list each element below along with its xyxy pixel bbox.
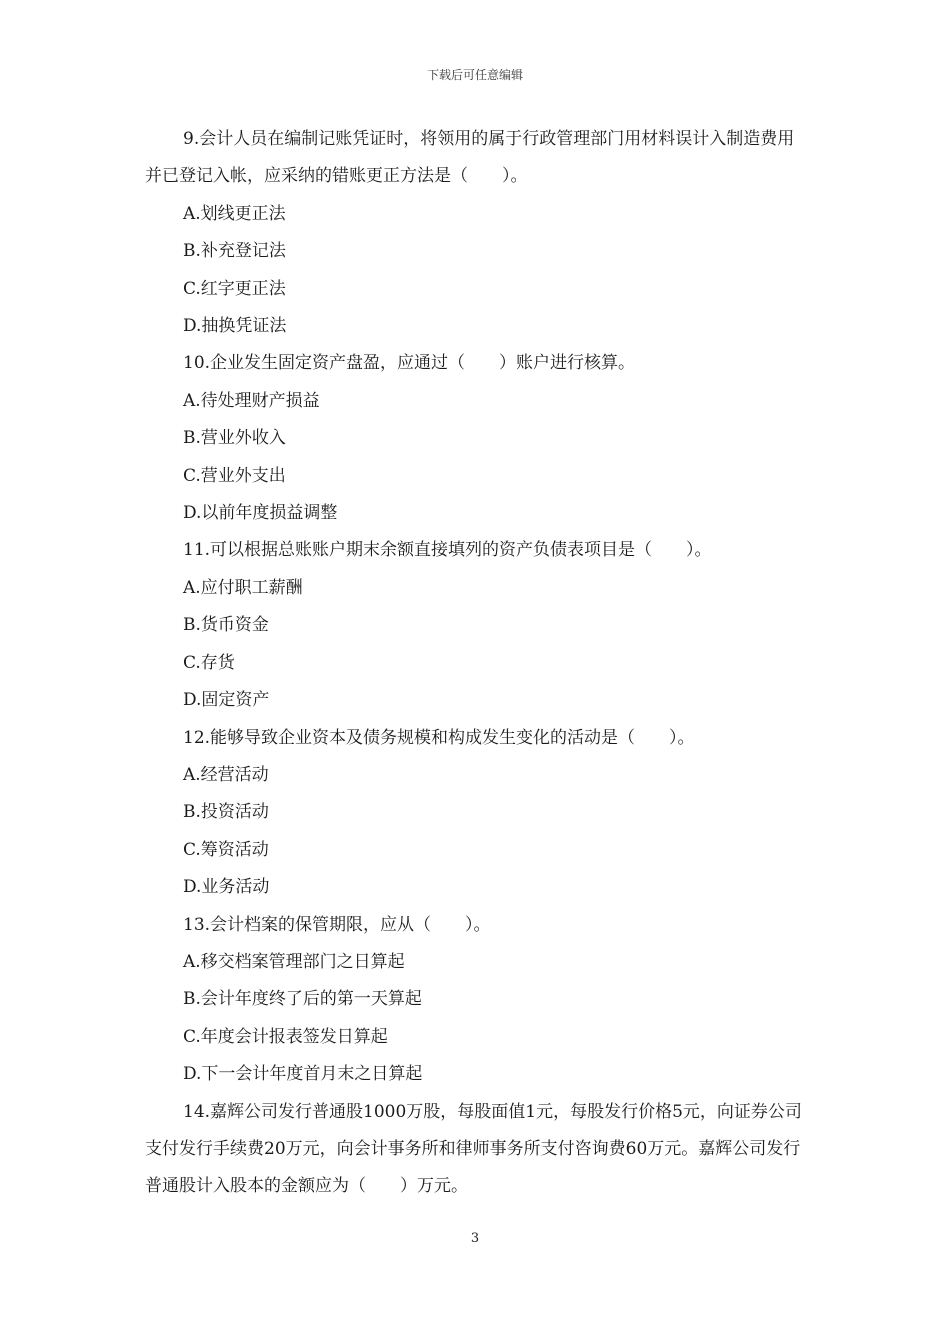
option-c: C.存货 — [183, 652, 235, 673]
document-body — [145, 121, 809, 1206]
question-12 — [145, 720, 809, 907]
option-b: B.货币资金 — [183, 615, 269, 636]
option-d: D.下一会计年度首月末之日算起 — [183, 1064, 423, 1085]
option-c: C.筹资活动 — [183, 839, 269, 860]
page-header: 下载后可任意编辑 — [426, 68, 523, 82]
question-9 — [145, 121, 809, 345]
option-a: A.经营活动 — [183, 764, 269, 785]
option-d: D.业务活动 — [183, 877, 270, 898]
question-14 — [145, 1094, 809, 1206]
question-text: 14.嘉辉公司发行普通股1000万股，每股面值1元，每股发行价格5元，向证券公司支付发行手续费20万元，向会计事务所和律师事务所支付咨询费60万元。嘉辉公司发行普通股计入股本的金额应为（ ）万元。 — [145, 1101, 802, 1197]
question-13 — [145, 907, 809, 1094]
option-a: A.待处理财产损益 — [183, 390, 320, 411]
question-11 — [145, 532, 809, 719]
question-text: 10.企业发生固定资产盘盈，应通过（ ）账户进行核算。 — [183, 353, 636, 374]
option-c: C.红字更正法 — [183, 278, 286, 299]
page-number: 3 — [470, 1231, 480, 1246]
question-text: 9.会计人员在编制记账凭证时，将领用的属于行政管理部门用材料误计入制造费用并已登记入帐，应采纳的错账更正方法是（ ）。 — [145, 129, 795, 187]
option-b: B.会计年度终了后的第一天算起 — [183, 989, 422, 1010]
option-c: C.营业外支出 — [183, 465, 286, 486]
option-a: A.应付职工薪酬 — [183, 577, 303, 598]
question-text: 11.可以根据总账账户期末余额直接填列的资产负债表项目是（ ）。 — [183, 540, 712, 561]
question-text: 13.会计档案的保管期限，应从（ ）。 — [183, 914, 491, 935]
option-c: C.年度会计报表签发日算起 — [183, 1026, 388, 1047]
option-b: B.营业外收入 — [183, 428, 286, 449]
question-text: 12.能够导致企业资本及债务规模和构成发生变化的活动是（ ）。 — [183, 727, 695, 748]
option-d: D.固定资产 — [183, 690, 270, 711]
option-d: D.抽换凭证法 — [183, 316, 287, 337]
option-b: B.补充登记法 — [183, 241, 286, 262]
option-d: D.以前年度损益调整 — [183, 503, 338, 524]
option-a: A.移交档案管理部门之日算起 — [183, 951, 405, 972]
option-a: A.划线更正法 — [183, 203, 286, 224]
question-10 — [145, 345, 809, 532]
option-b: B.投资活动 — [183, 802, 269, 823]
